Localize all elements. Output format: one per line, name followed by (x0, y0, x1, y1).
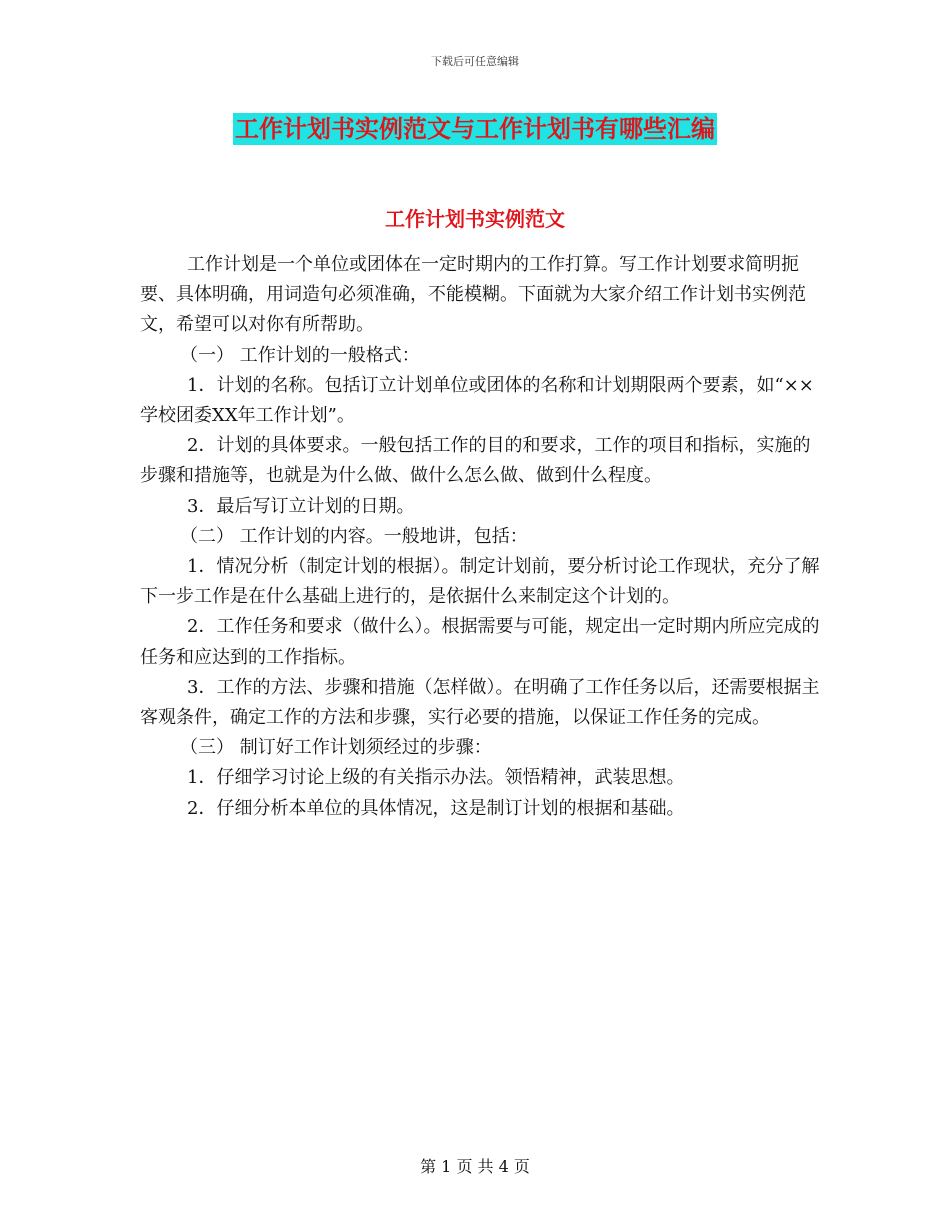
body-paragraph: 1．情况分析（制定计划的根据）。制定计划前，要分析讨论工作现状，充分了解下一步工作是在什么基础上进行的，是依据什么来制定这个计划的。 (140, 556, 820, 608)
body-paragraph: 2．仔细分析本单位的具体情况，这是制订计划的根据和基础。 (187, 797, 685, 819)
body-paragraph: 工作计划是一个单位或团体在一定时期内的工作打算。写工作计划要求简明扼要、具体明确，用词造句必须准确，不能模糊。下面就为大家介绍工作计划书实例范文，希望可以对你有所帮助。 (140, 254, 806, 336)
document-body (140, 250, 820, 824)
body-paragraph: 3．工作的方法、步骤和措施（怎样做）。在明确了工作任务以后，还需要根据主客观条件，确定工作的方法和步骤，实行必要的措施，以保证工作任务的完成。 (140, 676, 820, 729)
header-note: 下载后可任意编辑 (431, 55, 519, 68)
section-heading-3: （三） 制订好工作计划须经过的步骤： (180, 737, 492, 759)
body-paragraph: 2．工作任务和要求（做什么）。根据需要与可能，规定出一定时期内所应完成的任务和应达到的工作指标。 (140, 616, 820, 668)
body-paragraph: 1．仔细学习讨论上级的有关指示办法。领悟精神，武装思想。 (187, 767, 685, 789)
section-heading-2: （二） 工作计划的内容。一般地讲，包括： (180, 525, 528, 547)
document-title: 工作计划书实例范文与工作计划书有哪些汇编 (235, 114, 715, 143)
page-number-footer: 第 1 页 共 4 页 (420, 1157, 530, 1176)
section-heading-1: （一） 工作计划的一般格式： (180, 344, 420, 366)
section-title: 工作计划书实例范文 (385, 207, 565, 231)
body-paragraph: 2．计划的具体要求。一般包括工作的目的和要求，工作的项目和指标，实施的步骤和措施等，也就是为什么做、做什么怎么做、做到什么程度。 (140, 435, 811, 487)
body-paragraph: 3．最后写订立计划的日期。 (187, 495, 415, 517)
body-paragraph: 1．计划的名称。包括订立计划单位或团体的名称和计划期限两个要素，如“××学校团委XX年工作计划”。 (140, 374, 814, 427)
